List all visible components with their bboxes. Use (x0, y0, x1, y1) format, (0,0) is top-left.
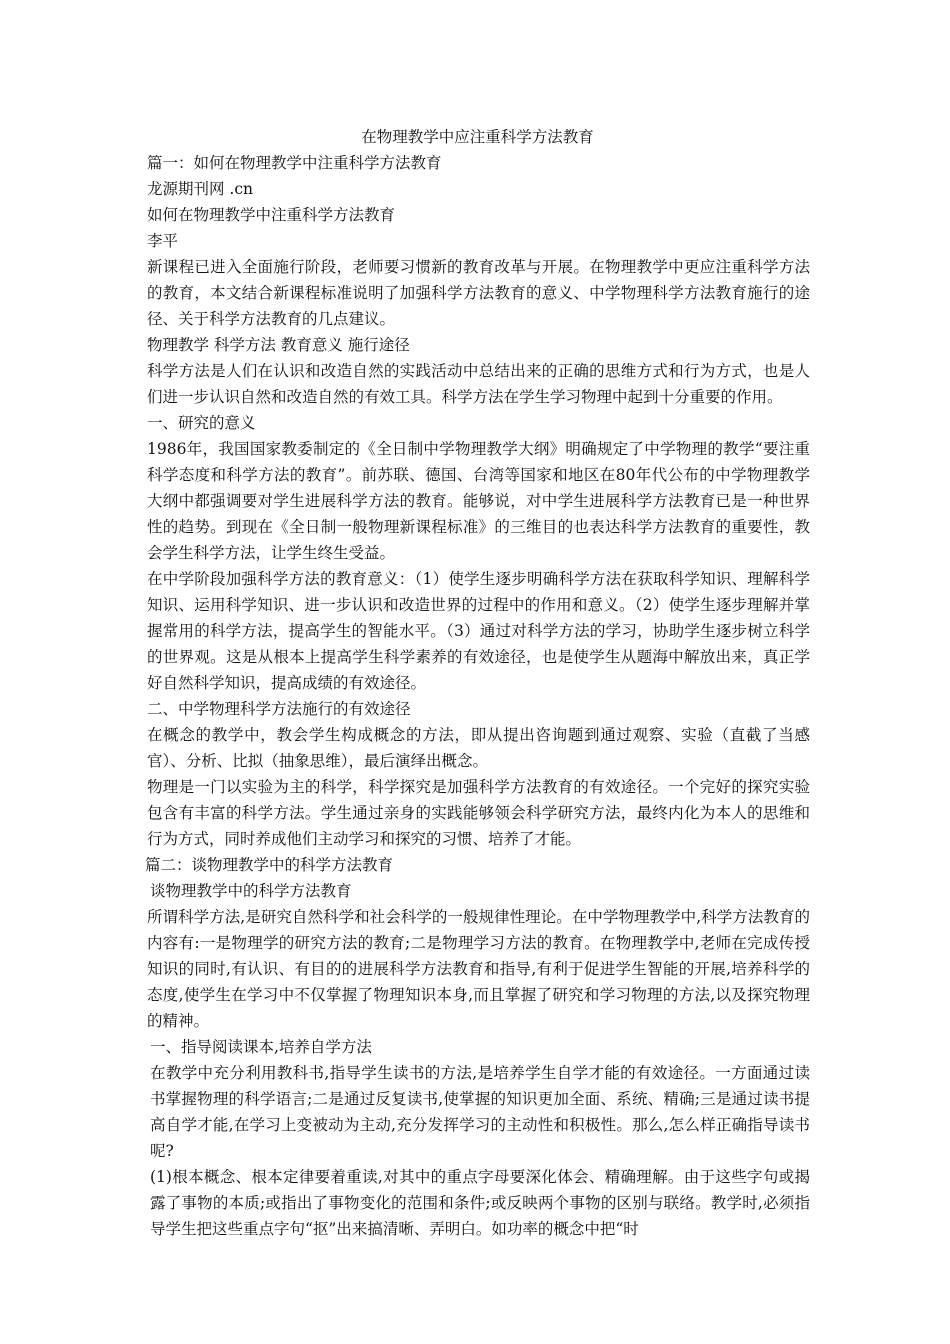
document-title: 在物理教学中应注重科学方法教育 (361, 128, 594, 146)
document-body (145, 124, 810, 1242)
body-paragraph: 物理是一门以实验为主的科学，科学探究是加强科学方法教育的有效途径。一个完好的探究实验包含有丰富的科学方法。学生通过亲身的实践能够领会科学研究方法，最终内化为本人的思维和行为方式，同时养成他们主动学习和探究的习惯、培养了才能。 (147, 778, 810, 848)
keywords-line: 物理教学 科学方法 教育意义 施行途径 (147, 336, 410, 354)
body-paragraph: 在概念的教学中，教会学生构成概念的方法，即从提出咨询题到通过观察、实验（直截了当感官）、分析、比拟（抽象思维），最后演绎出概念。 (147, 726, 810, 770)
subsection-heading: 二、中学物理科学方法施行的有效途径 (147, 700, 411, 718)
article-author: 李平 (147, 232, 179, 250)
body-paragraph: 所谓科学方法,是研究自然科学和社会科学的一般规律性理论。在中学物理教学中,科学方法教育的内容有:一是物理学的研究方法的教育;二是物理学习方法的教育。在物理教学中,老师在完成传授知识的同时,有认识、有目的的进展科学方法教育和指导,有利于促进学生智能的开展,培养科学的态度,使学生在学习中不仅掌握了物理知识本身,而且掌握了研究和学习物理的方法,以及探究物理的精神。 (147, 908, 810, 1030)
body-paragraph: 1986年，我国国家教委制定的《全日制中学物理教学大纲》明确规定了中学物理的教学“要注重科学态度和科学方法的教育”。前苏联、德国、台湾等国家和地区在80年代公布的中学物理教学大纲中都强调要对学生进展科学方法的教育。能够说，对中学生进展科学方法教育已是一种世界性的趋势。到现在《全日制一般物理新课程标准》的三维目的也表达科学方法教育的重要性，教会学生科学方法，让学生终生受益。 (147, 440, 810, 562)
section-heading-part-two: 篇二：谈物理教学中的科学方法教育 (145, 856, 394, 874)
subsection-heading: 一、指导阅读课本,培养自学方法 (150, 1038, 372, 1056)
article-title: 如何在物理教学中注重科学方法教育 (147, 206, 396, 224)
body-paragraph: 科学方法是人们在认识和改造自然的实践活动中总结出来的正确的思维方式和行为方式，也是人们进一步认识自然和改造自然的有效工具。科学方法在学生学习物理中起到十分重要的作用。 (147, 362, 810, 406)
abstract-paragraph: 新课程已进入全面施行阶段，老师要习惯新的教育改革与开展。在物理教学中更应注重科学方法的教育，本文结合新课程标准说明了加强科学方法教育的意义、中学物理科学方法教育施行的途径、关于科学方法教育的几点建议。 (147, 258, 810, 328)
journal-source-line: 龙源期刊网 .cn (147, 180, 254, 198)
body-paragraph: 在教学中充分利用教科书,指导学生读书的方法,是培养学生自学才能的有效途径。一方面通过读书掌握物理的科学语言;二是通过反复读书,使掌握的知识更加全面、系统、精确;三是通过读书提高自学才能,在学习上变被动为主动,充分发挥学习的主动性和积极性。那么,怎么样正确指导读书呢? (150, 1064, 810, 1160)
article-title: 谈物理教学中的科学方法教育 (150, 882, 352, 900)
section-heading-part-one: 篇一：如何在物理教学中注重科学方法教育 (147, 154, 442, 172)
body-paragraph: (1)根本概念、根本定律要着重读,对其中的重点字母要深化体会、精确理解。由于这些字句或揭露了事物的本质;或指出了事物变化的范围和条件;或反映两个事物的区别与联络。教学时,必须指导学生把这些重点字句“抠”出来搞清晰、弄明白。如功率的概念中把“时 (150, 1168, 810, 1238)
body-paragraph: 在中学阶段加强科学方法的教育意义：（1）使学生逐步明确科学方法在获取科学知识、理解科学知识、运用科学知识、进一步认识和改造世界的过程中的作用和意义。（2）使学生逐步理解并掌握常用的科学方法，提高学生的智能水平。（3）通过对科学方法的学习，协助学生逐步树立科学的世界观。这是从根本上提高学生科学素养的有效途径，也是使学生从题海中解放出来，真正学好自然科学知识，提高成绩的有效途径。 (147, 570, 810, 692)
subsection-heading: 一、研究的意义 (147, 414, 256, 432)
